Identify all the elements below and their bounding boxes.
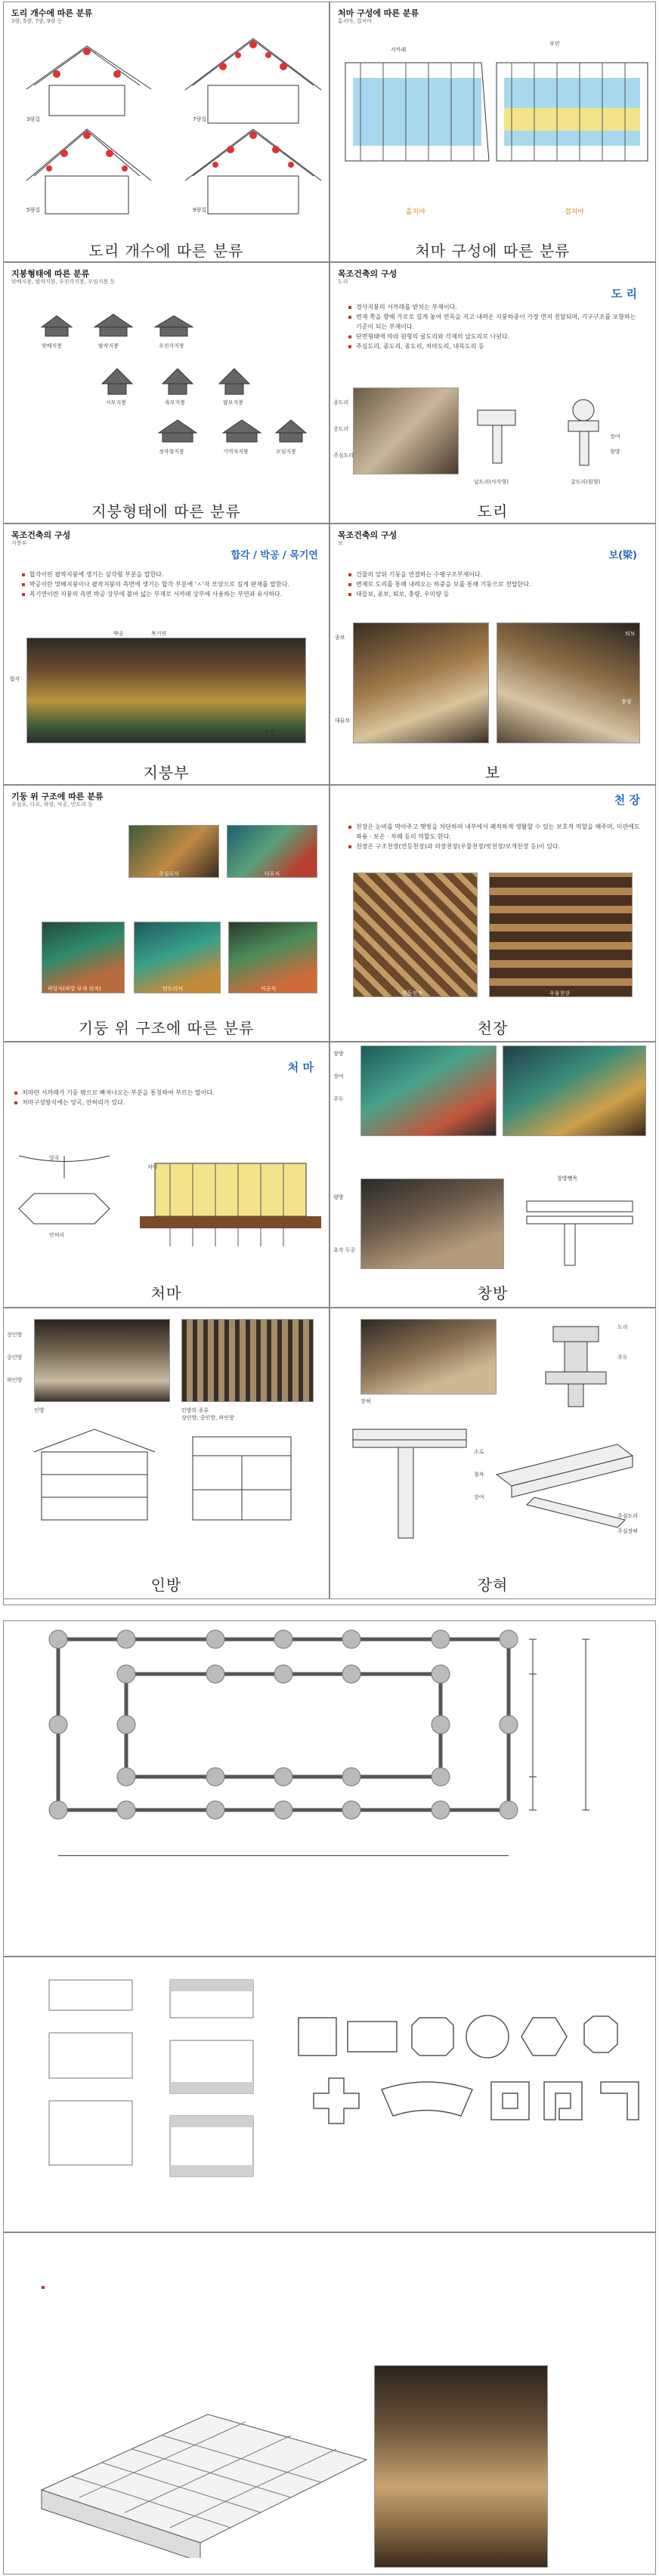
panel-cheoma-type bbox=[330, 2, 656, 262]
bullet-item: 천장은 눈비를 막아주고 햇빛을 차단하며 내부에서 쾌적하게 생활할 수 있는 보호적 역할을 해주며, 미관에도 좌용 · 보온 · 차폐 등의 역할도 한다. bbox=[348, 822, 643, 842]
panel-caption: 지붕형태에 따른 분류 bbox=[91, 502, 241, 520]
panel-heading: 합각 / 박공 / 목기연 bbox=[230, 550, 318, 561]
bullet-item: 대들보, 종보, 퇴보, 충량, 우미량 등 bbox=[348, 589, 643, 599]
label-yeondeung: 연등천장 bbox=[402, 990, 423, 996]
roof-shape-icons bbox=[4, 293, 330, 490]
label-cheomcha: 첨차 bbox=[474, 1472, 484, 1478]
bullet-list bbox=[348, 570, 643, 599]
label-anheori: 안허리 bbox=[49, 1232, 65, 1238]
changbang-drawing bbox=[512, 1178, 648, 1269]
panel-heading: 도 리 bbox=[611, 287, 637, 301]
bullet-item: 천장은 구조천장(연등천장)과 의장천장(우물천장/빗천장/보개천장 등)이 있다. bbox=[348, 842, 643, 851]
panel-caption: 처마 bbox=[150, 1284, 182, 1302]
panel-caption: 보 bbox=[484, 764, 501, 782]
label-9ryang: 9량집 bbox=[193, 207, 206, 213]
bullet-item: 단면형태에 따라 원형의 굴도리와 각재의 납도리로 나뉜다. bbox=[348, 332, 643, 341]
label-matbae: 맞배지붕 bbox=[42, 343, 63, 349]
panel-title: 기둥 위 구조에 따른 분류 bbox=[11, 792, 104, 802]
maru-panel bbox=[3, 2232, 656, 2574]
label-jongbo: 종보 bbox=[335, 635, 345, 641]
label-bakgong: 박공 bbox=[113, 631, 124, 637]
label-gyeopcheoma: 겹처마 bbox=[565, 208, 585, 216]
panel-subtitle: 지붕부 bbox=[11, 540, 27, 546]
label-ikgong: 익공식 bbox=[261, 986, 277, 992]
panel-ceiling bbox=[330, 785, 656, 1042]
label-changbang: 창방 bbox=[333, 1051, 344, 1057]
label-jangyeo: 장여 bbox=[333, 1073, 344, 1080]
panel-heading: 보(梁) bbox=[608, 550, 637, 561]
bullet-item: 박공이란 맞배지붕이나 팔작지붕의 측면에 생기는 합각 부분에 'ㅅ'자 모양으로 길게 판재를 말한다. bbox=[22, 579, 317, 589]
label-dori: 도리 bbox=[617, 1324, 628, 1330]
bullet-item: 처마구성방식에는 앙곡, 안허리가 있다. bbox=[14, 1098, 317, 1107]
label-hotcheoma: 홑처마 bbox=[406, 208, 426, 216]
ikgong-photo bbox=[228, 922, 317, 993]
panel-bo bbox=[330, 524, 656, 785]
panel-subtitle: 주심포, 다포, 하앙, 익공, 민도리 등 bbox=[11, 802, 93, 808]
label-chungryang: 충량 bbox=[621, 699, 632, 705]
label-dapo: 다포식 bbox=[265, 871, 280, 877]
label-chogak-dugong: 초각 두공 bbox=[333, 1247, 356, 1253]
bullet-item: 처마란 서까래가 기둥 밖으로 빠져나오는 부분을 통칭하여 부르는 말이다. bbox=[14, 1088, 317, 1098]
bullet-list bbox=[22, 570, 317, 599]
label-jusimdori: 주심도리 bbox=[333, 452, 354, 459]
label-yukmo: 육모지붕 bbox=[165, 400, 186, 406]
label-judu: 주두 bbox=[333, 1096, 344, 1102]
forms-right-shapes bbox=[291, 2003, 646, 2154]
forms-left-drawings bbox=[34, 1972, 291, 2199]
panel-janghyeo bbox=[330, 1308, 656, 1599]
label-hapgak: 합각 bbox=[10, 676, 20, 682]
panel-subtitle: 맞배지붕, 팔작지붕, 우진각지붕, 모임지붕 등 bbox=[11, 279, 116, 285]
panel-roof-part bbox=[3, 524, 330, 785]
bullet-item: 변재 쪽을 향해 가로로 길게 놓여 연목을 지고 내려온 지붕하중이 가장 먼저 전달되며, 기구구조를 포함하는 기준이 되는 부재이다. bbox=[348, 312, 643, 332]
label-samo: 사모지붕 bbox=[106, 400, 127, 406]
panel-title: 처마 구성에 따른 분류 bbox=[338, 8, 419, 18]
label-buyeon: 부연 bbox=[549, 41, 560, 47]
label-moim: 모임지붕 bbox=[276, 449, 297, 455]
label-ujingak: 우진각지붕 bbox=[159, 343, 184, 349]
label-napdori: 납도리(사각형) bbox=[474, 479, 509, 485]
label-jungdori: 중도리 bbox=[333, 426, 349, 432]
janghyeo-assembly bbox=[330, 1414, 656, 1565]
bullet-list bbox=[348, 822, 643, 851]
panel-caption: 기둥 위 구조에 따른 분류 bbox=[78, 1019, 255, 1037]
plan-diagram bbox=[4, 1621, 656, 1848]
label-soro: 소로 bbox=[474, 1449, 484, 1455]
label-paljak: 팔작지붕 bbox=[98, 343, 119, 349]
label-inbang-types: 인방의 종류 bbox=[181, 1407, 209, 1413]
label-jusimjanghyeo: 주심장혀 bbox=[617, 1528, 639, 1534]
label-cheoma: 처마 bbox=[147, 1164, 158, 1170]
label-daedeulbo: 대들보 bbox=[335, 718, 351, 724]
panel-caption: 도리 bbox=[477, 502, 509, 520]
label-jusimdori: 주심도리 bbox=[617, 1513, 639, 1519]
label-sanginbang: 상인방 bbox=[7, 1332, 23, 1338]
forms-panel bbox=[3, 1957, 656, 2232]
umul-ceiling-photo bbox=[489, 873, 633, 997]
label-changbang: 창방 bbox=[610, 449, 620, 455]
inbang-photo-2 bbox=[181, 1319, 314, 1402]
label-jangyeo: 장여 bbox=[474, 1494, 484, 1500]
inbang-photo-1 bbox=[34, 1319, 170, 1402]
roof-photo bbox=[26, 638, 306, 743]
label-jeongja: 정자형지붕 bbox=[159, 449, 184, 455]
label-3ryang: 3량집 bbox=[26, 116, 40, 122]
bullet-item: 건물의 앞뒤 기둥을 연결하는 수평구조부재이다. bbox=[348, 570, 643, 579]
panel-title: 목조건축의 구성 bbox=[11, 530, 71, 540]
plan-panel bbox=[3, 1620, 656, 1957]
panel-heading: 처 마 bbox=[287, 1061, 314, 1074]
panel-heading: 천 장 bbox=[614, 793, 640, 807]
dori-photo bbox=[353, 388, 459, 474]
label-inbang-list: 상인방, 중인방, 하인방 bbox=[181, 1415, 234, 1421]
panel-dori-count bbox=[3, 2, 330, 262]
label-mindori: 민도리식 bbox=[162, 986, 184, 992]
label-umul: 우물천장 bbox=[549, 990, 571, 996]
bullet-item: 목기연이란 지붕의 측면 박공 상부에 붙어 넓는 부재로 서까래 상부에 사용하는 부연과 유사하다. bbox=[22, 589, 317, 599]
label-mokgiyeon: 목기연 bbox=[151, 631, 167, 637]
label-judu: 주두 bbox=[617, 1354, 628, 1361]
bullet-list bbox=[14, 1088, 317, 1107]
haang-photo bbox=[42, 922, 125, 993]
label-anggok: 앙곡 bbox=[49, 1155, 60, 1161]
doritong-line bbox=[58, 1855, 509, 1856]
cheoma-drawing bbox=[330, 32, 656, 229]
panel-dori bbox=[330, 262, 656, 524]
changbang-photo-1 bbox=[360, 1046, 497, 1136]
panel-caption: 처마 구성에 따른 분류 bbox=[415, 242, 571, 260]
bullet-item: 경사지붕의 서까래를 받치는 부재이다. bbox=[348, 302, 643, 312]
label-pungpan: 풍판 bbox=[265, 729, 275, 735]
changbang-photo-3 bbox=[360, 1178, 504, 1269]
panel-title: 목조건축의 구성 bbox=[338, 269, 398, 279]
panel-caption: 천장 bbox=[477, 1019, 509, 1037]
bullet-item: 주심도리, 중도리, 종도리, 처마도리, 내목도리 등 bbox=[348, 341, 643, 351]
panel-subtitle: 도리 bbox=[338, 279, 348, 285]
panel-roof-shape bbox=[3, 262, 330, 524]
label-jangyeo: 장여 bbox=[610, 434, 620, 440]
label-7ryang: 7량집 bbox=[193, 116, 206, 122]
label-hainbang: 하인방 bbox=[7, 1377, 23, 1383]
panel-caption: 창방 bbox=[477, 1284, 509, 1302]
panel-cheoma bbox=[3, 1042, 330, 1308]
label-toebo: 퇴보 bbox=[625, 631, 636, 637]
label-guldori: 굴도리(원형) bbox=[571, 479, 601, 485]
label-giyeok: 기역자지붕 bbox=[223, 449, 249, 455]
bullet-item: 변재로 도리를 통해 내려오는 하중을 보를 통해 기둥으로 전달한다. bbox=[348, 579, 643, 589]
panel-subtitle: 홑처마, 겹처마 bbox=[338, 18, 373, 24]
label-junginbang: 중인방 bbox=[7, 1354, 23, 1361]
panel-title: 목조건축의 구성 bbox=[338, 530, 398, 540]
panel-caption: 장혀 bbox=[477, 1576, 509, 1594]
maru-photo bbox=[374, 2365, 548, 2568]
panel-column-top bbox=[3, 785, 330, 1042]
janghyeo-detail bbox=[508, 1319, 644, 1410]
label-changbang-ppaemok: 창방뺄목 bbox=[557, 1175, 578, 1181]
yeondeung-ceiling-photo bbox=[353, 873, 478, 997]
panel-title: 도리 개수에 따른 분류 bbox=[11, 8, 93, 18]
label-jongdori: 종도리 bbox=[333, 400, 349, 406]
panel-subtitle: 3량, 5량, 7량, 9량 등 bbox=[11, 18, 63, 24]
label-inbang: 인방 bbox=[34, 1407, 45, 1413]
panel-changbang bbox=[330, 1042, 656, 1308]
label-palmo: 팔모지붕 bbox=[223, 400, 244, 406]
label-rafter: 서까래 bbox=[391, 47, 407, 53]
cheoma-diagram bbox=[4, 1126, 330, 1284]
panel-inbang bbox=[3, 1308, 330, 1599]
label-jusimpo: 주심포식 bbox=[159, 871, 180, 877]
label-5ryang: 5량집 bbox=[26, 207, 40, 213]
panel-caption: 지붕부 bbox=[143, 764, 190, 782]
panel-caption: 도리 개수에 따른 분류 bbox=[88, 242, 244, 260]
bullet-item: 합각이란 팔작지붕에 생기는 삼각형 부분을 말한다. bbox=[22, 570, 317, 579]
inbang-drawing bbox=[4, 1422, 330, 1558]
roof-section-drawings bbox=[4, 25, 330, 252]
bo-photo-1 bbox=[353, 622, 489, 743]
bullet-list bbox=[348, 302, 643, 351]
label-haang: 하앙식(하앙 부재 위치) bbox=[48, 986, 101, 992]
janghyeo-photo bbox=[360, 1319, 497, 1395]
mindori-photo bbox=[134, 922, 221, 993]
panel-caption: 인방 bbox=[150, 1576, 182, 1594]
bo-photo-2 bbox=[497, 622, 640, 743]
maru-drawing bbox=[26, 2369, 382, 2558]
panel-title: 지붕형태에 따른 분류 bbox=[11, 269, 90, 279]
label-janghyeo: 장혀 bbox=[360, 1398, 371, 1404]
label-pyeongbang: 평방 bbox=[333, 1194, 344, 1200]
changbang-photo-2 bbox=[503, 1046, 646, 1136]
panel-subtitle: 보 bbox=[338, 540, 343, 546]
